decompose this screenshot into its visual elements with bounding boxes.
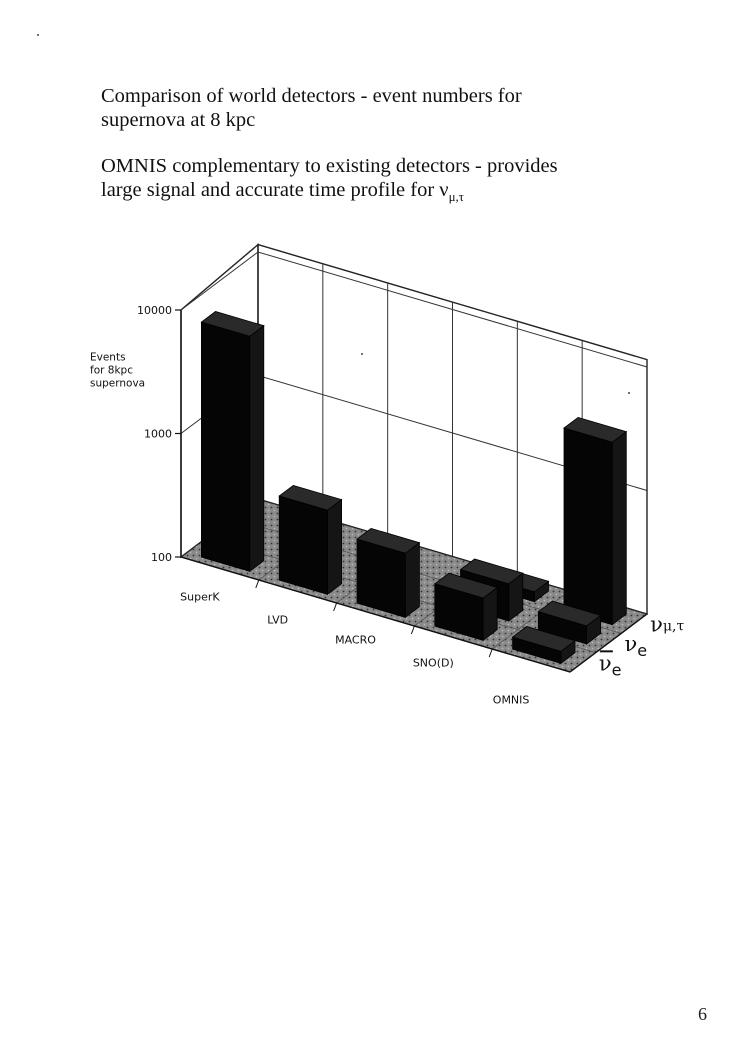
y-axis-label-line: supernova xyxy=(90,377,146,390)
speck xyxy=(37,34,39,36)
x-tick xyxy=(256,580,259,588)
heading-line-4-sub: μ,τ xyxy=(448,189,465,204)
bar-lvd-series-0 xyxy=(279,485,341,594)
series-label-sub: e xyxy=(611,660,622,680)
x-tick xyxy=(334,603,337,611)
x-tick xyxy=(489,649,492,657)
category-label: MACRO xyxy=(335,633,376,647)
heading-line-4-main: large signal and accurate time profile for ν xyxy=(101,179,449,201)
series-label xyxy=(650,613,684,637)
series-label xyxy=(599,651,622,679)
speck xyxy=(361,353,363,355)
bar-front xyxy=(279,496,327,594)
bar-front xyxy=(201,322,249,571)
bar-macro-series-0 xyxy=(357,528,419,617)
y-axis-label-line: for 8kpc xyxy=(90,364,133,377)
bar-omnis-series-2 xyxy=(564,417,626,624)
y-tick-label: 1000 xyxy=(144,427,172,441)
heading-line-3: OMNIS complementary to existing detectors - provides xyxy=(101,155,558,177)
page-number: 6 xyxy=(698,1004,707,1024)
heading-comparison xyxy=(101,84,661,132)
series-label-main: ν xyxy=(598,651,612,676)
bar-front xyxy=(357,539,405,617)
y-axis-label-line: Events xyxy=(90,351,126,364)
category-label: SuperK xyxy=(180,590,220,604)
heading-line-4 xyxy=(101,178,661,209)
category-label: LVD xyxy=(267,613,289,627)
bar-side xyxy=(328,500,342,595)
category-label: OMNIS xyxy=(492,693,530,707)
bar-superk-series-0 xyxy=(201,312,263,572)
chart-bars xyxy=(201,312,626,664)
category-label: SNO(D) xyxy=(412,656,454,670)
bar-side xyxy=(612,432,626,625)
series-label-sub: e xyxy=(637,641,648,660)
series-label-main: ν xyxy=(624,632,638,656)
heading-line-1: Comparison of world detectors - event numbers for xyxy=(101,85,522,107)
heading-omnis xyxy=(101,154,661,209)
x-tick xyxy=(411,626,414,634)
bar-side xyxy=(250,326,264,572)
bar-side xyxy=(405,543,419,618)
series-label-main: ν xyxy=(650,612,663,637)
heading-line-2: supernova at 8 kpc xyxy=(101,109,256,131)
bar-front xyxy=(564,428,612,625)
event-numbers-chart xyxy=(0,230,750,707)
y-tick-label: 10000 xyxy=(137,304,172,317)
series-label-sub: μ,τ xyxy=(662,618,685,635)
speck xyxy=(628,392,630,394)
series-label xyxy=(625,632,648,660)
y-tick-label: 100 xyxy=(151,551,172,564)
